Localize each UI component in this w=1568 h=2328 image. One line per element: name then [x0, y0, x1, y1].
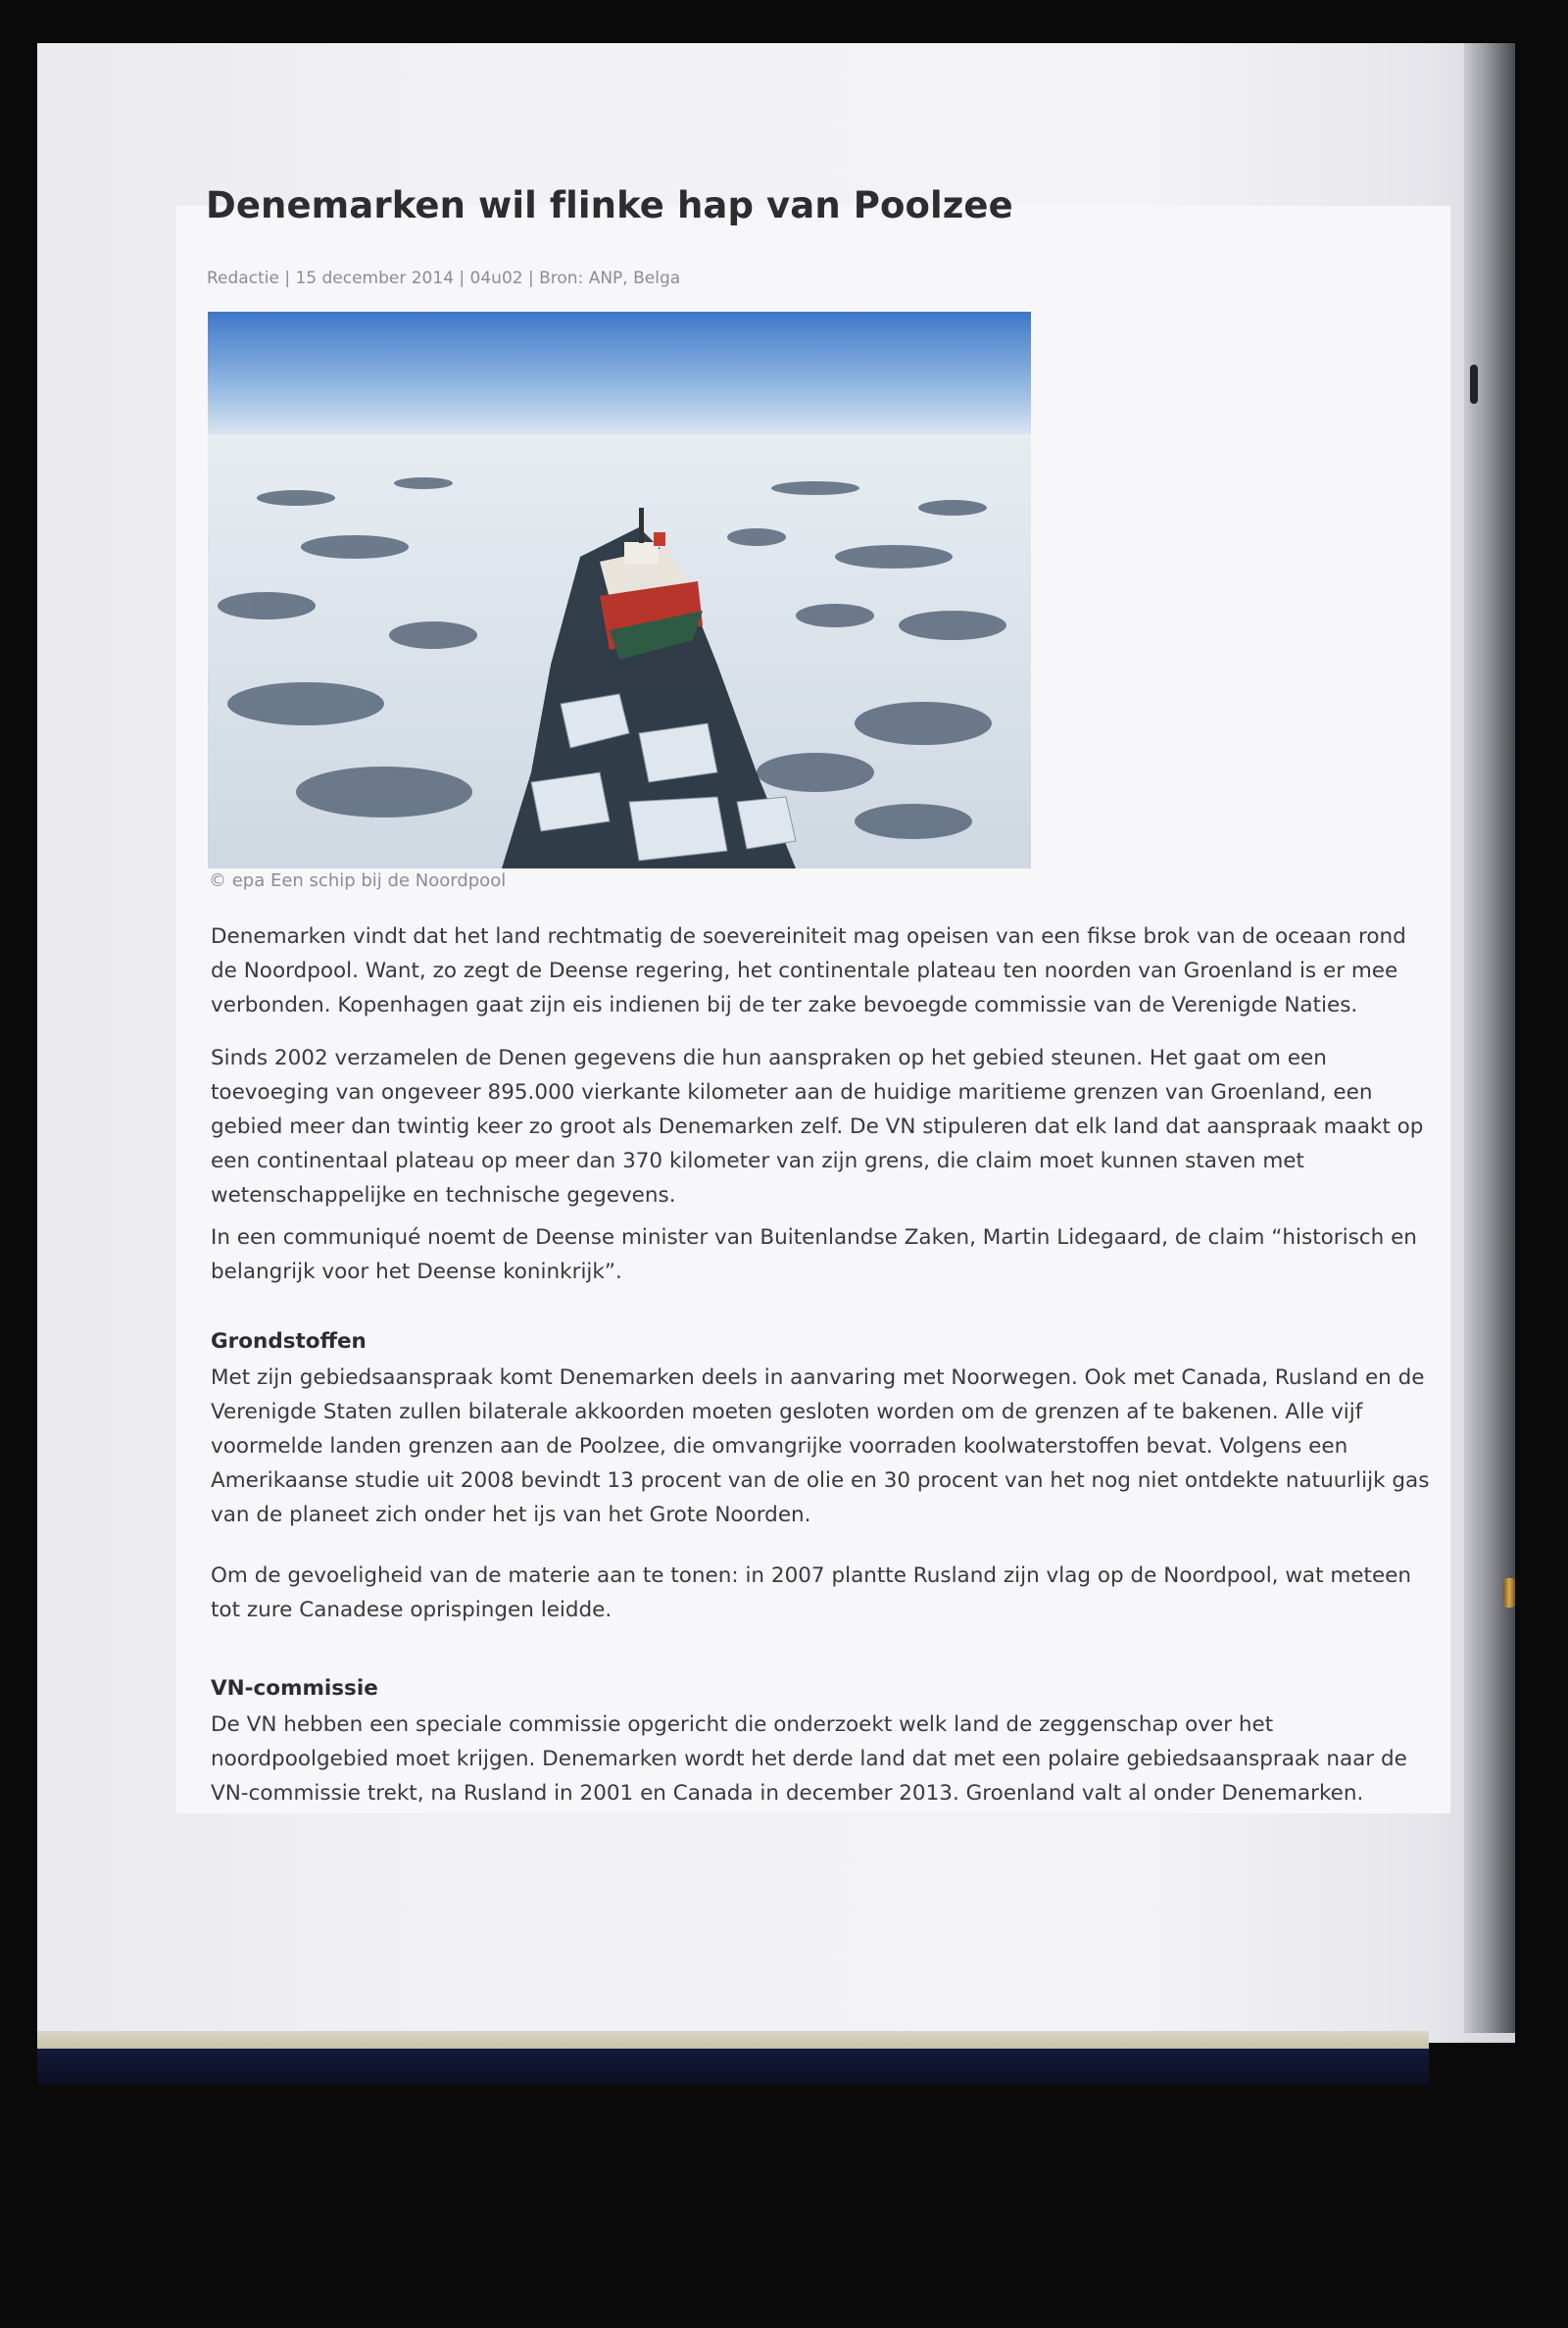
paragraph-2: Sinds 2002 verzamelen de Denen gegevens die hun aanspraken op het gebied steunen. Het gaat om een toevoeging van ongeveer 895.000 vierkante kilometer aan de huidige maritieme grenzen van Groenland, een gebied meer dan twintig keer zo groot als Denemarken zelf. De VN stipuleren dat elk land dat aanspraak maakt op een continentaal plateau op meer dan 370 kilometer van zijn grens, die claim moet kunnen staven met wetenschappelijke en technische gegevens.	[211, 1046, 1424, 1208]
section-heading-vn-commissie: VN-commissie	[211, 1676, 378, 1701]
album-cover-band	[37, 2049, 1429, 2084]
paragraph-4: Met zijn gebiedsaanspraak komt Denemarken deels in aanvaring met Noorwegen. Ook met Canada, Rusland en de Verenigde Staten zullen bilaterale akkoorden moeten gesloten worden om de grenzen af te bakenen. Alle vijf voormelde landen grenzen aan de Poolzee, die omvangrijke voorraden koolwaterstoffen bevat. Volgens een Amerikaanse studie uit 2008 bevindt 13 procent van de olie en 30 procent van het nog niet ontdekte natuurlijk gas van de planeet zich onder het ijs van het Grote Noorden.	[211, 1365, 1430, 1527]
page-bottom-strip	[37, 2031, 1429, 2049]
section-heading-grondstoffen: Grondstoffen	[211, 1329, 367, 1354]
paragraph-1: Denemarken vindt dat het land rechtmatig de soevereiniteit mag opeisen van een fikse brok van de oceaan rond de Noordpool. Want, zo zegt de Deense regering, het continentale plateau ten noorden van Groenland is er mee verbonden. Kopenhagen gaat zijn eis indienen bij de ter zake bevoegde commissie van de Verenigde Naties.	[211, 924, 1406, 1017]
article-title: Denemarken wil flinke hap van Poolzee	[206, 184, 1013, 226]
binder-ring	[1503, 1578, 1515, 1608]
article-photo	[208, 312, 1031, 868]
article-meta: Redactie | 15 december 2014 | 04u02 | Bron: ANP, Belga	[207, 269, 681, 288]
paragraph-6: De VN hebben een speciale commissie opgericht die onderzoekt welk land de zeggenschap over het noordpoolgebied moet krijgen. Denemarken wordt het derde land dat met een polaire gebiedsaanspraak naar de VN-commissie trekt, na Rusland in 2001 en Canada in december 2013. Groenland valt al onder Denemarken.	[211, 1712, 1407, 1806]
paragraph-3: In een communiqué noemt de Deense minister van Buitenlandse Zaken, Martin Lidegaard, de claim “historisch en belangrijk voor het Deense koninkrijk”.	[211, 1225, 1417, 1284]
photo-caption: © epa Een schip bij de Noordpool	[209, 870, 507, 891]
paragraph-5: Om de gevoeligheid van de materie aan te tonen: in 2007 plantte Rusland zijn vlag op de Noordpool, wat meteen tot zure Canadese oprispingen leidde.	[211, 1563, 1412, 1622]
page-edge-shadow	[1464, 43, 1515, 2033]
binder-mark	[1470, 365, 1478, 404]
